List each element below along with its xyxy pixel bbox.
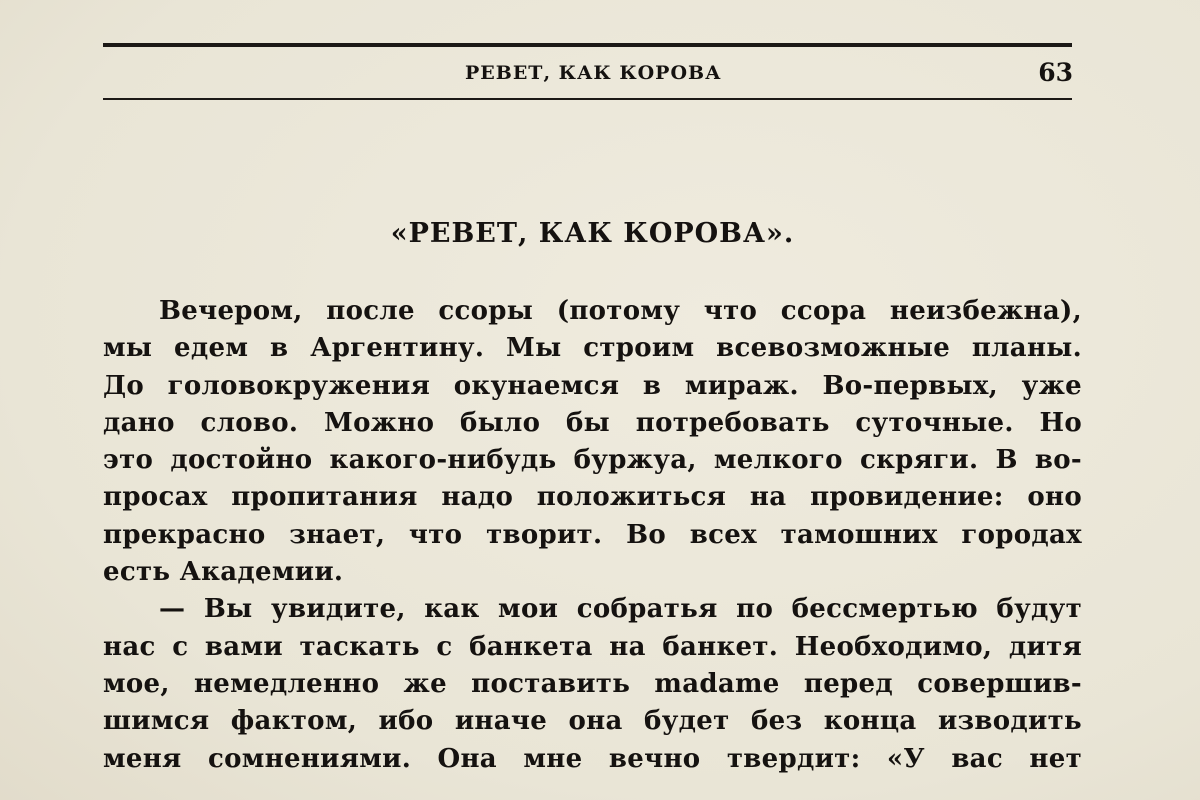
body-text [103, 293, 1082, 778]
text-line: дано слово. Можно было бы потребовать суточные. Но [103, 407, 1082, 438]
text-line: есть Академии. [103, 557, 344, 588]
header-rule-bottom [103, 98, 1072, 100]
text-line: просах пропитания надо положиться на провидение: оно [103, 482, 1082, 513]
text-line: мы едем в Аргентину. Мы строим всевозможные планы. [103, 333, 1082, 364]
text-line: — Вы увидите, как мои собратья по бессмертью будут [159, 594, 1082, 625]
text-line: это достойно какого-нибудь буржуа, мелкого скряги. В во- [103, 445, 1082, 476]
header-rule-top [103, 43, 1072, 47]
text-line: Вечером, после ссоры (потому что ссора неизбежна), [159, 296, 1082, 326]
page-number: 63 [1038, 58, 1073, 87]
running-head-title: РЕВЕТ, КАК КОРОВА [465, 62, 722, 84]
text-line: меня сомнениями. Она мне вечно твердит: «У вас нет [103, 743, 1082, 774]
chapter-title: «РЕВЕТ, КАК КОРОВА». [390, 218, 795, 249]
text-line: прекрасно знает, что творит. Во всех тамошних городах [103, 519, 1082, 550]
text-line: шимся фактом, ибо иначе она будет без конца изводить [103, 706, 1082, 737]
text-line: мое, немедленно же поставить madame перед совершив- [103, 668, 1082, 699]
text-line: нас с вами таскать с банкета на банкет. Необходимо, дитя [103, 631, 1082, 662]
running-head [103, 58, 1072, 88]
text-line: До головокружения окунаемся в мираж. Во-первых, уже [103, 370, 1082, 401]
